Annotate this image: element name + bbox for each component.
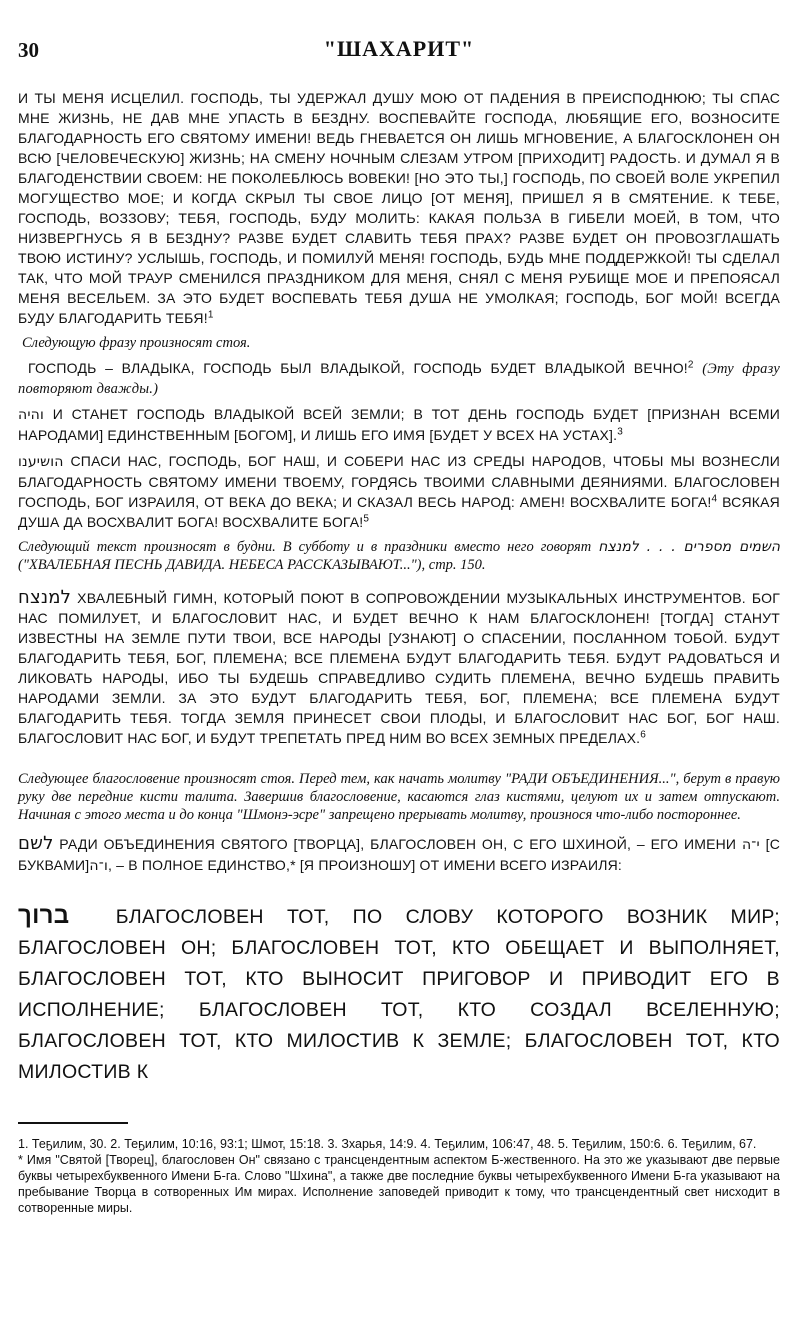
psalm-30-text: И ТЫ МЕНЯ ИСЦЕЛИЛ. ГОСПОДЬ, ТЫ УДЕРЖАЛ ДУШУ МОЮ ОТ ПАДЕНИЯ В ПРЕИСПОДНЮЮ; ТЫ СПАС МНЕ ЖИЗНЬ, НЕ ДАВ МНЕ УПАСТЬ В БЕЗДНУ. ВОСПЕВАЙТЕ ГОСПОДА, ЛЮБЯЩИЕ ЕГО, ВОЗНОСИТЕ БЛАГОДАРНОСТЬ ЕГО СВЯТОМУ ИМЕНИ! ВЕДЬ ГНЕВАЕТСЯ ОН ЛИШЬ МГНОВЕНИЕ, А БЛАГОСКЛОНЕН ОН ВСЮ [ЧЕЛОВЕЧЕСКУЮ] ЖИЗНЬ; НА СМЕНУ НОЧНЫМ СЛЕЗАМ УТРОМ [ПРИХОДИТ] РАДОСТЬ. И ДУМАЛ Я В БЛАГОДЕНСТВИИ СВОЕМ: НЕ ПОКОЛЕБЛЮСЬ ВОВЕКИ! [НО ЭТО ТЫ,] ГОСПОДЬ, ПО СВОЕЙ ВОЛЕ УКРЕПИЛ МОГУЩЕСТВО МОЕ; И КОГДА СКРЫЛ ТЫ СВОЕ ЛИЦО [ОТ МЕНЯ], ПРИШЕЛ Я В СМЯТЕНИЕ. К ТЕБЕ, ГОСПОДЬ, ВОЗЗОВУ; ТЕБЯ, ГОСПОДЬ, БУДУ МОЛИТЬ: КАКАЯ ПОЛЬЗА В ГИБЕЛИ МОЕЙ, В ТОМ, ЧТО НИЗВЕРГНУСЬ Я В БЕЗДНУ? РАЗВЕ БУДЕТ СЛАВИТЬ ТЕБЯ ПРАХ? РАЗВЕ БУДЕТ ОН ПРОВОЗГЛАШАТЬ ТВОЮ ИСТИНУ? УСЛЫШЬ, ГОСПОДЬ, И ПОМИЛУЙ МЕНЯ! ГОСПОДЬ, БУДЬ МНЕ ПОДДЕРЖКОЙ! ТЫ СДЕЛАЛ ТАК, ЧТО МОЙ ТРАУР СМЕНИЛСЯ ПРАЗДНИКОМ ДЛЯ МЕНЯ, СНЯЛ С МЕНЯ РУБИЩЕ МОЕ И ПРЕПОЯСАЛ МЕНЯ ВЕСЕЛЬЕМ. ЗА ЭТО БУДЕТ ВОСПЕВАТЬ ТЕБЯ ДУША НЕ УМОЛКАЯ; ГОСПОДЬ, БОГ МОЙ! ВСЕГДА БУДУ БЛАГОДАРИТЬ ТЕБЯ! [18, 90, 780, 326]
weekday-instruction-text: Следующий текст произносят в будни. В субботу и в праздники вместо него говорят [18, 539, 592, 555]
hoshienu-hebrew-word: הושיענו [18, 454, 64, 470]
leshem-text: РАДИ ОБЪЕДИНЕНИЯ СВЯТОГО [ТВОРЦА], БЛАГОСЛОВЕН ОН, С ЕГО ШХИНОЙ, – ЕГО ИМЕНИ [59, 836, 737, 852]
leshem-text-end: , – В ПОЛНОЕ ЕДИНСТВО,* [Я ПРОИЗНОШУ] ОТ ИМЕНИ ВСЕГО ИЗРАИЛЯ: [107, 857, 622, 873]
lord-reigns-text: ГОСПОДЬ – ВЛАДЫКА, ГОСПОДЬ БЫЛ ВЛАДЫКОЙ, ГОСПОДЬ БУДЕТ ВЛАДЫКОЙ ВЕЧНО! [28, 360, 688, 376]
footnote-ref-1: 1 [207, 309, 214, 321]
leshem-text-letters: [С БУКВАМИ] [18, 836, 781, 873]
blessing-instruction: Следующее благословение произносят стоя. Перед тем, как начать молитву "РАДИ ОБЪЕДИНЕНИЯ...", берут в правую руку две передние кисти талита. Завершив благословение, касаются глаз кистями, целуют их и затем отпускают. Начиная с этого места и до конца "Шмонэ-эсре" запрещено прерывать молитву, произнося что-либо постороннее. [18, 771, 780, 823]
footnote-star: * Имя "Святой [Творец], благословен Он" связано с трансцендентным аспектом Б-жественного. На это же указывают две первые буквы четырехбуквенного Имени Б-га. Слово "Шхина", а также две последние буквы четырехбуквенного Имени Б-га указывают на пребывание Творца в сотворенных Им мирах. Исполнение заповедей приводит к тому, что трансцендентный свет нисходит в сотворенные миры. [18, 1153, 780, 1215]
divine-name-vav-hei: ו־ה [89, 858, 108, 874]
footnote-ref-6: 6 [640, 729, 647, 741]
footnote-references: 1. Теҕилим, 30. 2. Теҕилим, 10:16, 93:1; Шмот, 15:18. 3. Зхарья, 14:9. 4. Теҕилим, 106:47, 48. 5. Теҕилим, 150:6. 6. Теҕилим, 67. [18, 1137, 757, 1151]
footnote-ref-5: 5 [363, 513, 370, 525]
baruch-hebrew-word: ברוך [18, 902, 70, 929]
leshem-hebrew-word: לשם [18, 833, 54, 854]
psalm-30-paragraph [18, 88, 780, 328]
vehaya-hebrew-word: והיה [18, 407, 45, 423]
instruction-standing: Следующую фразу произносят стоя. [22, 335, 251, 351]
leshem-paragraph [18, 834, 780, 876]
book-page [18, 0, 780, 1216]
hoshienu-text: СПАСИ НАС, ГОСПОДЬ, БОГ НАШ, И СОБЕРИ НАС ИЗ СРЕДЫ НАРОДОВ, ЧТОБЫ МЫ ВОЗНЕСЛИ БЛАГОДАРНОСТЬ СВЯТОМУ ИМЕНИ ТВОЕМУ, ГОРДЯСЬ ТВОИМИ СЛАВНЫМИ ДЕЯНИЯМИ. БЛАГОСЛОВЕН ГОСПОДЬ, БОГ ИЗРАИЛЯ, ОТ ВЕКА ДО ВЕКА; И СКАЗАЛ ВЕСЬ НАРОД: АМЕН! ВОСХВАЛИТЕ БОГА! [18, 453, 781, 510]
divine-name-yud-hei: י־ה [741, 837, 760, 853]
hoshienu-paragraph [18, 451, 780, 532]
footnote-divider [18, 1122, 128, 1124]
running-title: "ШАХАРИТ" [323, 36, 475, 61]
baruch-sheamar-paragraph [18, 900, 780, 1088]
hoshienu-text-end: ВСЯКАЯ ДУША ДА ВОСХВАЛИТ БОГА! ВОСХВАЛИТЕ БОГА! [18, 494, 780, 530]
footnote-ref-2: 2 [687, 359, 694, 371]
page-header [18, 0, 780, 62]
baruch-sheamar-text: БЛАГОСЛОВЕН ТОТ, ПО СЛОВУ КОТОРОГО ВОЗНИК МИР; БЛАГОСЛОВЕН ОН; БЛАГОСЛОВЕН ТОТ, КТО ОБЕЩАЕТ И ВЫПОЛНЯЕТ, БЛАГОСЛОВЕН ТОТ, КТО ВЫНОСИТ ПРИГОВОР И ПРИВОДИТ ЕГО В ИСПОЛНЕНИЕ; БЛАГОСЛОВЕН ТОТ, КТО СОЗДАЛ ВСЕЛЕННУЮ; БЛАГОСЛОВЕН ТОТ, КТО МИЛОСТИВ К ЗЕМЛЕ; БЛАГОСЛОВЕН ТОТ, КТО МИЛОСТИВ К [18, 906, 781, 1083]
vehaya-text: И СТАНЕТ ГОСПОДЬ ВЛАДЫКОЙ ВСЕЙ ЗЕМЛИ; В ТОТ ДЕНЬ ГОСПОДЬ БУДЕТ [ПРИЗНАН ВСЕМИ НАРОДАМИ] ЕДИНСТВЕННЫМ [БОГОМ], И ЛИШЬ ЕГО ИМЯ [БУДЕТ У ВСЕХ НА УСТАХ]. [18, 406, 780, 443]
footnote-ref-4: 4 [711, 493, 718, 505]
lord-reigns-paragraph [18, 358, 780, 398]
footnote-ref-3: 3 [617, 426, 623, 438]
lamnatzeach-hebrew-word: למנצח [18, 587, 72, 608]
page-number: 30 [18, 38, 39, 62]
repeat-twice-note: (Эту фразу повторяют дважды.) [18, 361, 780, 397]
vehaya-paragraph [18, 404, 780, 445]
lamnatzeach-text: ХВАЛЕБНЫЙ ГИМН, КОТОРЫЙ ПОЮТ В СОПРОВОЖДЕНИИ МУЗЫКАЛЬНЫХ ИНСТРУМЕНТОВ. БОГ НАС ПОМИЛУЕТ, И БЛАГОСЛОВИТ НАС, И БУДЕТ ВЕЧНО К НАМ БЛАГОСКЛОНЕН! [ТОГДА] СТАНУТ ИЗВЕСТНЫ НА ЗЕМЛЕ ПУТИ ТВОИ, ВСЕ НАРОДЫ [УЗНАЮТ] О СПАСЕНИИ, ПОСЛАННОМ ТОБОЙ. БУДУТ БЛАГОДАРИТЬ ТЕБЯ, БОГ, ПЛЕМЕНА; ВСЕ ПЛЕМЕНА БУДУТ БЛАГОДАРИТЬ ТЕБЯ. БУДУТ РАДОВАТЬСЯ И ЛИКОВАТЬ НАРОДЫ, ИБО ТЫ БУДЕШЬ СПРАВЕДЛИВО СУДИТЬ ПЛЕМЕНА, ВЕЧНО БУДЕШЬ ПРАВИТЬ НАРОДАМИ ЗЕМЛИ. ЗА ЭТО БУДУТ БЛАГОДАРИТЬ ТЕБЯ, БОГ, ПЛЕМЕНА; ВСЕ ПЛЕМЕНА БУДУТ БЛАГОДАРИТЬ ТЕБЯ. ТОГДА ЗЕМЛЯ ПРИНЕСЕТ СВОИ ПЛОДЫ, И БЛАГОСЛОВИТ НАС БОГ, БОГ НАШ. БЛАГОСЛОВИТ НАС БОГ, И БУДУТ ТРЕПЕТАТЬ ПРЕД НИМ ВО ВСЕХ ЗЕМНЫХ ПРЕДЕЛАХ. [18, 590, 780, 746]
weekday-instruction-hebrew: השמים מספרים . . . למנצח [598, 539, 780, 555]
weekday-instruction-ref: ("ХВАЛЕБНАЯ ПЕСНЬ ДАВИДА. НЕБЕСА РАССКАЗЫВАЮТ..."), стр. 150. [18, 557, 486, 573]
weekday-instruction [18, 538, 780, 574]
lamnatzeach-paragraph [18, 588, 780, 748]
